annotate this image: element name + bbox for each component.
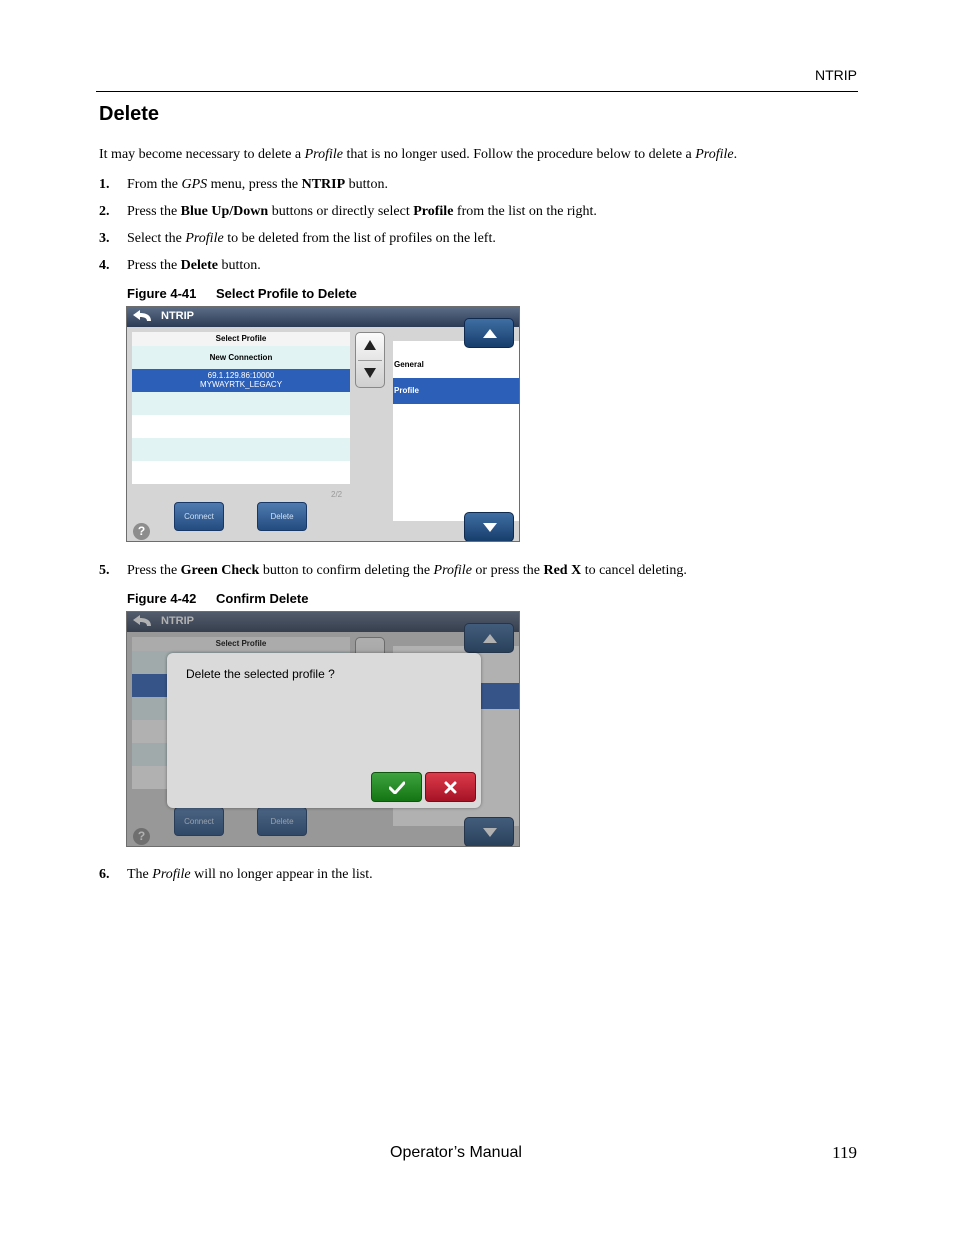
- screen-title: NTRIP: [161, 615, 194, 627]
- step-number: 1.: [99, 177, 110, 192]
- help-icon: ?: [133, 828, 150, 845]
- connect-button[interactable]: Connect: [174, 502, 224, 531]
- confirm-delete-dialog: [167, 653, 481, 808]
- italic-term: Profile: [695, 147, 734, 162]
- step-2: [99, 204, 597, 220]
- menu-down-button[interactable]: [464, 512, 514, 542]
- list-item[interactable]: [132, 461, 350, 484]
- text-run: menu, press the: [207, 177, 302, 192]
- bold-term: NTRIP: [301, 177, 346, 192]
- italic-term: Profile: [433, 563, 472, 578]
- figure-select-profile-screen: [126, 306, 520, 542]
- text-run: From the: [127, 177, 182, 192]
- connect-button: Connect: [174, 807, 224, 836]
- list-item-selected[interactable]: [132, 369, 350, 392]
- step-text: [127, 563, 687, 578]
- confirm-button[interactable]: [371, 772, 422, 802]
- back-arrow-icon[interactable]: [131, 309, 155, 325]
- check-icon: [389, 781, 405, 794]
- italic-term: Profile: [152, 867, 191, 882]
- step-number: 3.: [99, 231, 110, 246]
- arrow-down-icon: [482, 522, 498, 533]
- running-header: NTRIP: [815, 67, 857, 83]
- text-run: It may become necessary to delete a: [99, 147, 305, 162]
- list-item[interactable]: [132, 392, 350, 415]
- bold-term: Profile: [413, 204, 454, 219]
- text-run: will no longer appear in the list.: [190, 867, 373, 882]
- profile-mountpoint: MYWAYRTK_LEGACY: [199, 380, 283, 389]
- figure-caption-text: Select Profile to Delete: [216, 286, 357, 301]
- text-run: to be deleted from the list of profiles on the left.: [223, 231, 496, 246]
- bold-term: Green Check: [180, 563, 260, 578]
- menu-item-profile[interactable]: Profile: [393, 378, 520, 404]
- help-icon[interactable]: ?: [133, 523, 150, 540]
- text-run: Press the: [127, 563, 181, 578]
- footer-manual-title: Operator’s Manual: [390, 1144, 522, 1161]
- menu-item-general[interactable]: General: [394, 360, 424, 369]
- menu-up-button[interactable]: [464, 318, 514, 348]
- list-item[interactable]: [132, 438, 350, 461]
- step-number: 6.: [99, 867, 110, 882]
- figure-caption-text: Confirm Delete: [216, 591, 309, 606]
- text-run: from the list on the right.: [453, 204, 597, 219]
- dialog-message: Delete the selected profile ?: [186, 667, 335, 681]
- figure-confirm-delete-screen: [126, 611, 520, 847]
- step-text: [127, 231, 496, 246]
- bold-term: Red X: [543, 563, 582, 578]
- arrow-up-icon[interactable]: [363, 339, 377, 351]
- profile-address: 69.1.129.86:10000: [207, 371, 275, 380]
- profile-list: [132, 332, 350, 484]
- title-bar: [127, 307, 519, 327]
- cancel-button[interactable]: [425, 772, 476, 802]
- bold-term: Delete: [180, 258, 218, 273]
- text-run: Select the: [127, 231, 186, 246]
- arrow-up-icon: [482, 328, 498, 339]
- screen-title: NTRIP: [161, 310, 194, 322]
- step-5: [99, 563, 687, 579]
- figure-label: Figure 4-41: [127, 286, 197, 301]
- step-1: [99, 177, 388, 193]
- step-text: [127, 204, 597, 219]
- list-item[interactable]: New Connection: [132, 346, 350, 369]
- step-number: 4.: [99, 258, 110, 273]
- step-number: 5.: [99, 563, 110, 578]
- step-number: 2.: [99, 204, 110, 219]
- arrow-down-icon[interactable]: [363, 367, 377, 379]
- menu-panel: [393, 341, 520, 521]
- text-run: or press the: [471, 563, 544, 578]
- italic-term: GPS: [181, 177, 208, 192]
- step-3: [99, 231, 496, 247]
- italic-term: Profile: [185, 231, 224, 246]
- step-text: [127, 177, 388, 192]
- text-run: that is no longer used. Follow the procedure below to delete a: [343, 147, 696, 162]
- bold-term: Blue Up/Down: [180, 204, 269, 219]
- header-rule: [96, 91, 858, 92]
- step-text: [127, 867, 373, 882]
- text-run: .: [733, 147, 738, 162]
- text-run: buttons or directly select: [268, 204, 414, 219]
- step-4: [99, 258, 261, 274]
- figure-caption-2: [127, 591, 308, 606]
- page-indicator: 2/2: [331, 490, 343, 499]
- figure-label: Figure 4-42: [127, 591, 197, 606]
- list-scroll-buttons[interactable]: [355, 332, 385, 388]
- text-run: button to confirm deleting the: [259, 563, 434, 578]
- text-run: to cancel deleting.: [581, 563, 687, 578]
- delete-button: Delete: [257, 807, 307, 836]
- text-run: Press the: [127, 258, 181, 273]
- step-text: [127, 258, 261, 273]
- intro-paragraph: [99, 147, 737, 163]
- text-run: Press the: [127, 204, 181, 219]
- text-run: button.: [345, 177, 388, 192]
- page-number: 119: [832, 1143, 857, 1162]
- italic-term: Profile: [304, 147, 343, 162]
- text-run: button.: [217, 258, 261, 273]
- text-run: The: [127, 867, 153, 882]
- delete-button[interactable]: Delete: [257, 502, 307, 531]
- figure-caption-1: [127, 286, 357, 301]
- list-header: Select Profile: [132, 637, 350, 651]
- step-6: [99, 867, 373, 883]
- list-header: Select Profile: [132, 332, 350, 346]
- close-icon: [444, 781, 457, 794]
- section-title: Delete: [99, 103, 160, 125]
- list-item[interactable]: [132, 415, 350, 438]
